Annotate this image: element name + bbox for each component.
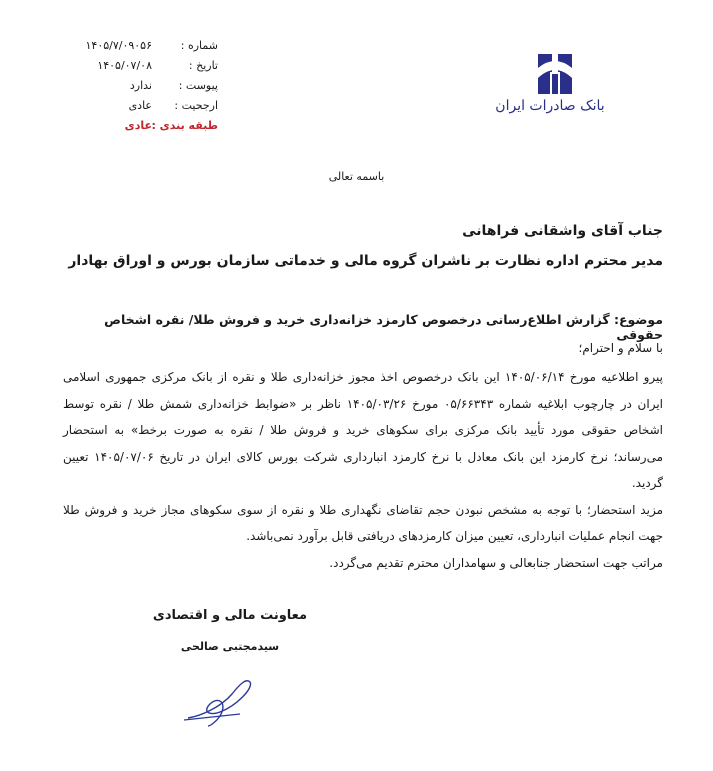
letter-meta [58, 36, 218, 136]
letter-heading: باسمه تعالی [328, 170, 385, 183]
meta-classification-label: طبقه بندی : [151, 119, 218, 132]
meta-number-value: ۱۴۰۵/۷/۰۹۰۵۶ [85, 39, 152, 52]
meta-classification-value: عادی [124, 119, 152, 132]
addressee-line-2: مدیر محترم اداره نظارت بر ناشران گروه مالی و خدماتی سازمان بورس و اوراق بهادار [68, 253, 663, 269]
signatory-name: سیدمجتبی صالحی [180, 640, 280, 653]
bank-logo-icon [500, 48, 610, 128]
greeting: با سلام و احترام؛ [578, 341, 663, 355]
letter-subject: موضوع: گزارش اطلاع‌رسانی درخصوص کارمزد خزانه‌داری خرید و فروش طلا/ نقره اشخاص حقوقی [104, 312, 663, 342]
handwritten-signature-icon [180, 668, 260, 730]
bank-logo-text: بانک صادرات ایران [495, 98, 605, 114]
addressee-line-1: جناب آقای واشقانی فراهانی [462, 223, 663, 239]
meta-attachment-value: ندارد [129, 79, 152, 92]
body-paragraph-1: پیرو اطلاعیه مورخ ۱۴۰۵/۰۶/۱۴ این بانک درخصوص اخذ مجوز خزانه‌داری طلا و نقره از بانک مرکزی جمهوری اسلامی ایران در چارچوب ابلاغیه شماره ۰۵/۶۶۳۴۳ مورخ ۱۴۰۵/۰۳/۲۶ ناظر بر «ضوابط خزانه‌داری شمش طلا / نقره توسط اشخاص حقوقی مورد تأیید بانک مرکزی برای سکوهای خرید و فروش طلا / نقره به صورت برخط» به استحضار می‌رساند؛ نرخ کارمزد این بانک معادل با نرخ کارمزد انبارداری شرکت بورس کالای ایران در تاریخ ۱۴۰۵/۰۷/۰۶ تعیین گردید. [63, 370, 664, 490]
body-paragraph-3: مراتب جهت استحضار جنابعالی و سهامداران محترم تقدیم می‌گردد. [329, 555, 663, 570]
meta-number [58, 36, 218, 56]
meta-classification [58, 116, 218, 136]
meta-attachment-label: پیوست : [178, 79, 218, 92]
meta-priority-label: ارجحیت : [174, 99, 218, 112]
addressee [63, 216, 663, 276]
meta-number-label: شماره : [180, 39, 218, 52]
meta-date [58, 56, 218, 76]
signatory-title: معاونت مالی و اقتصادی [152, 608, 308, 623]
meta-attachment [58, 76, 218, 96]
meta-priority-value: عادی [128, 99, 152, 112]
meta-priority [58, 96, 218, 116]
meta-date-label: تاریخ : [188, 59, 218, 72]
letter-body [63, 364, 663, 576]
body-paragraph-2: مزید استحضار؛ با توجه به مشخص نبودن حجم تقاضای نگهداری طلا و نقره از سوی سکوهای مجاز خرید و فروش طلا جهت انجام عملیات انبارداری، تعیین میزان کارمزدهای دریافتی قابل برآورد نمی‌باشد. [63, 502, 663, 543]
meta-date-value: ۱۴۰۵/۰۷/۰۸ [97, 59, 152, 72]
